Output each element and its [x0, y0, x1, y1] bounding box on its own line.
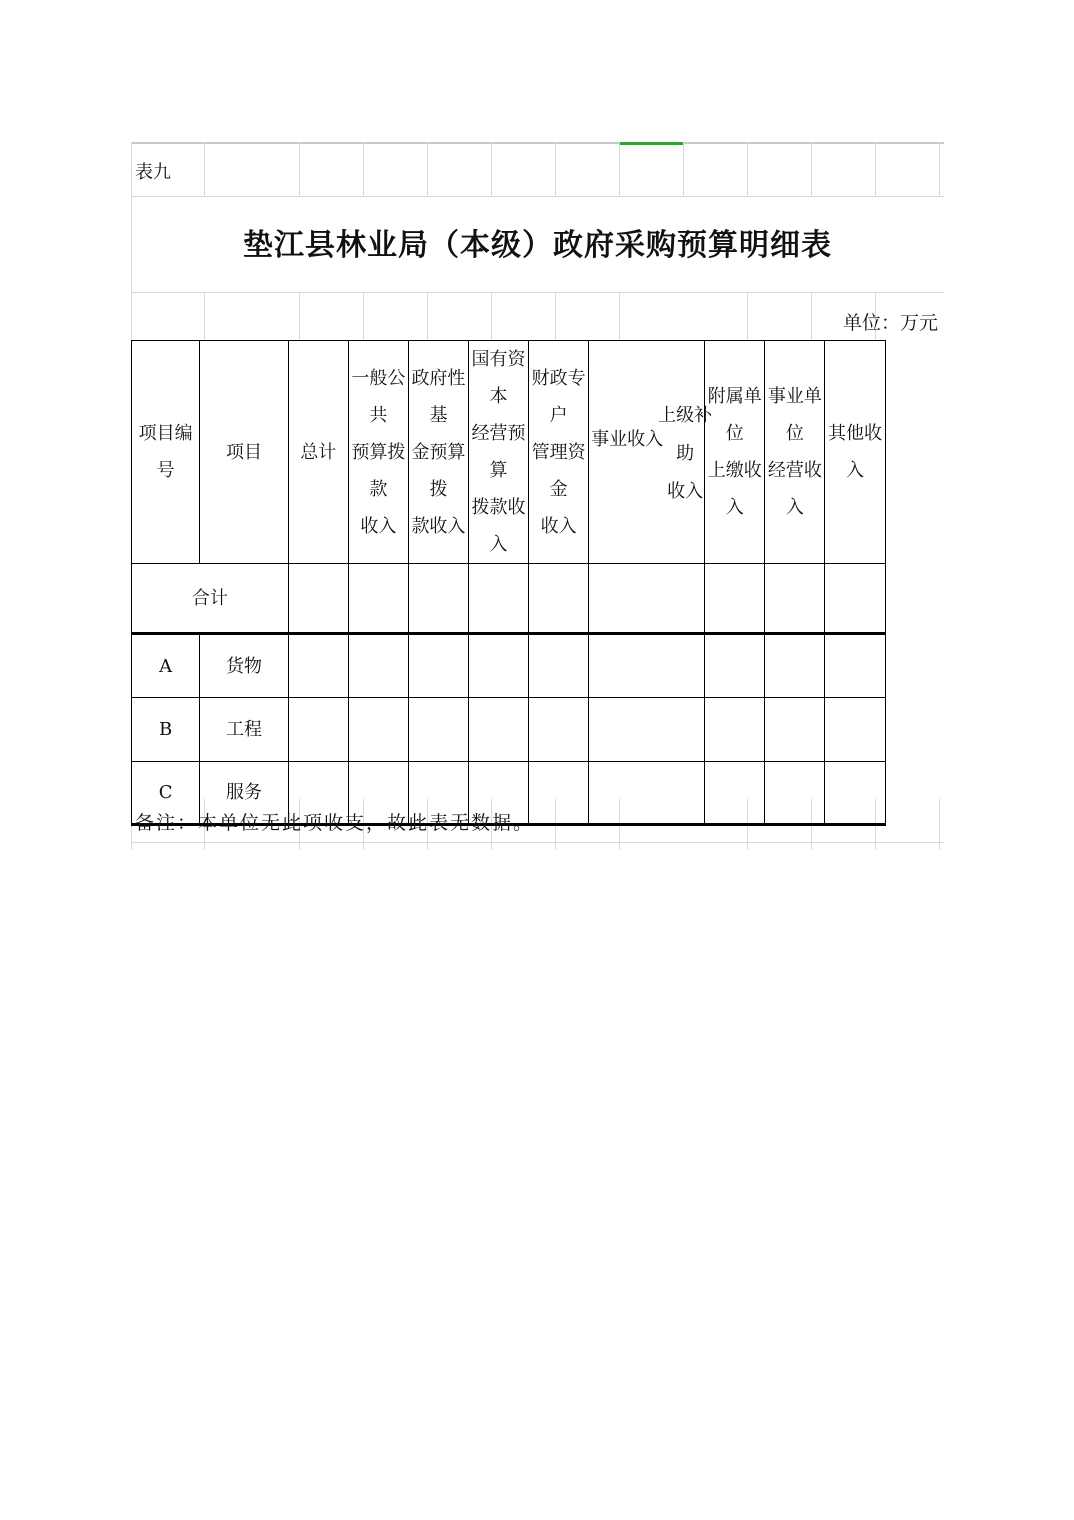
table-cell — [348, 564, 408, 634]
header-row — [132, 341, 944, 564]
gridline — [204, 292, 205, 340]
unit-label: 单位：万元 — [842, 312, 938, 334]
column-selection-indicator — [619, 142, 683, 145]
gridline — [427, 292, 428, 340]
table-cell — [468, 698, 528, 762]
table-cell — [408, 564, 468, 634]
table-cell — [825, 564, 885, 634]
header-line: 收入 — [360, 515, 397, 537]
gridline — [683, 142, 684, 196]
header-cell — [348, 341, 408, 564]
budget-table — [131, 340, 944, 826]
gridline — [204, 142, 205, 196]
sheet-label: 表九 — [135, 162, 171, 183]
header-cell — [132, 341, 200, 564]
gridline — [939, 142, 940, 196]
table-cell — [288, 698, 348, 762]
header-label-extra — [655, 397, 715, 511]
header-line: 经营收入 — [767, 460, 822, 518]
header-line: 国有资本 — [471, 349, 526, 407]
row-code: C — [132, 762, 200, 825]
header-cell — [765, 341, 825, 564]
gridline — [619, 292, 620, 340]
table-cell — [348, 634, 408, 698]
table-row — [132, 564, 944, 634]
gridline — [363, 292, 364, 340]
header-line: 金预算拨 — [411, 441, 466, 500]
total-label-cell — [132, 564, 289, 634]
header-line: 收入 — [540, 515, 577, 537]
gridline — [299, 142, 300, 196]
header-line: 上级补助 — [658, 405, 713, 464]
header-label: 总计 — [300, 441, 337, 463]
header-cell — [825, 341, 885, 564]
total-label: 合计 — [191, 587, 228, 609]
table-cell — [705, 564, 765, 634]
header-line: 拨款收入 — [471, 497, 526, 555]
gridline — [491, 142, 492, 196]
row-name: 工程 — [200, 698, 288, 762]
table-cell — [765, 698, 825, 762]
table-cell — [589, 634, 705, 698]
row-code: B — [132, 698, 200, 762]
gridline — [131, 196, 944, 197]
gridline — [131, 292, 944, 293]
table-cell — [765, 564, 825, 634]
table-cell — [529, 698, 589, 762]
gridline — [555, 142, 556, 196]
gridline — [427, 142, 428, 196]
table-cell — [468, 634, 528, 698]
header-line: 政府性基 — [411, 367, 466, 426]
table-cell — [468, 564, 528, 634]
table-cell — [705, 698, 765, 762]
gridline — [875, 142, 876, 196]
header-cell — [200, 341, 288, 564]
table-cell — [288, 564, 348, 634]
table-cell — [825, 698, 885, 762]
table-cell — [529, 564, 589, 634]
row-name: 服务 — [200, 762, 288, 825]
gridline — [491, 292, 492, 340]
table-cell — [589, 762, 705, 825]
gridline — [363, 142, 364, 196]
gridline — [619, 142, 620, 196]
gridline — [555, 292, 556, 340]
header-line: 预算拨款 — [351, 441, 406, 500]
header-line: 管理资金 — [531, 441, 586, 500]
remark-note: 备注：本单位无此项收支，故此表无数据。 — [135, 812, 535, 834]
header-label: 其他收入 — [827, 423, 882, 481]
table-cell — [705, 762, 765, 825]
table-cell — [765, 634, 825, 698]
spreadsheet-sheet — [131, 142, 944, 850]
header-label: 事业收入 — [591, 429, 664, 450]
header-cell — [589, 341, 713, 564]
table-cell — [765, 762, 825, 825]
table-row — [132, 698, 944, 762]
header-line: 收入 — [667, 481, 704, 502]
page-title: 垫江县林业局（本级）政府采购预算明细表 — [243, 228, 832, 263]
header-line: 附属单位 — [707, 386, 762, 444]
table-cell — [825, 762, 885, 825]
gridline — [299, 292, 300, 340]
header-cell — [529, 341, 589, 564]
gridline — [747, 142, 748, 196]
header-cell — [408, 341, 468, 564]
table-row — [132, 634, 944, 698]
row-name: 货物 — [200, 634, 288, 698]
header-cell — [468, 341, 528, 564]
table-cell — [408, 634, 468, 698]
gridline — [747, 292, 748, 340]
header-line: 一般公共 — [351, 367, 406, 426]
header-line: 上缴收入 — [707, 460, 762, 518]
gridline — [811, 142, 812, 196]
header-line: 财政专户 — [531, 367, 586, 426]
table-cell — [825, 634, 885, 698]
gridline — [811, 292, 812, 340]
table-cell — [705, 634, 765, 698]
header-label: 项目编号 — [138, 423, 193, 481]
table-cell — [529, 634, 589, 698]
header-line: 事业单位 — [767, 386, 822, 444]
header-line: 经营预算 — [471, 423, 526, 481]
gridline — [131, 842, 944, 843]
header-label: 项目 — [226, 441, 262, 463]
row-code: A — [132, 634, 200, 698]
header-cell — [288, 341, 348, 564]
table-cell — [529, 762, 589, 825]
table-cell — [589, 564, 705, 634]
table-cell — [589, 698, 705, 762]
table-cell — [288, 634, 348, 698]
sheet-top-border — [131, 142, 944, 144]
table-cell — [348, 698, 408, 762]
table-cell — [408, 698, 468, 762]
header-line: 款收入 — [411, 515, 466, 537]
